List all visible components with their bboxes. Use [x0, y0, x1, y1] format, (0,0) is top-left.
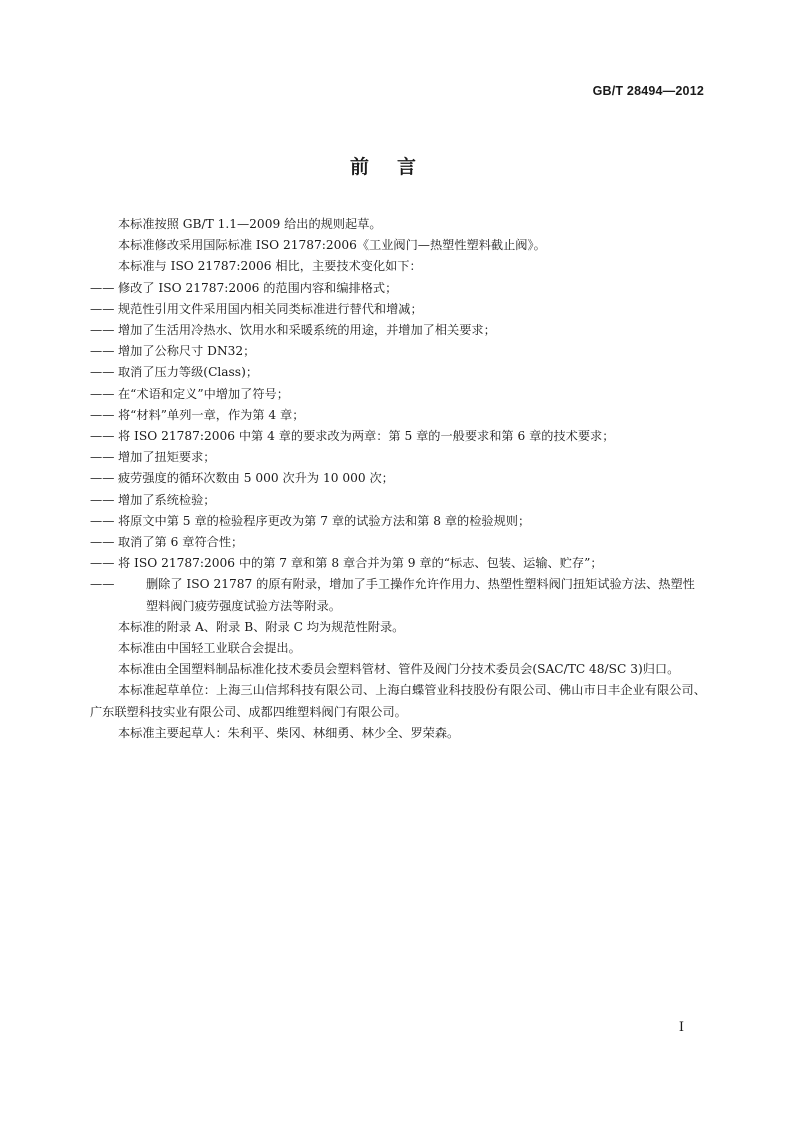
list-item-text: 删除了 ISO 21787 的原有附录，增加了手工操作允许作用力、热塑性塑料阀门扭矩试验方法、热塑性塑料阀门疲劳强度试验方法等附录。 — [146, 577, 695, 613]
dash-marker: —— — [90, 429, 115, 444]
list-item — [90, 553, 706, 574]
paragraph: 本标准修改采用国际标准 ISO 21787:2006《工业阀门—热塑性塑料截止阀》。 — [118, 238, 546, 253]
page-number: I — [678, 1020, 684, 1035]
dash-marker: —— — [90, 323, 115, 338]
list-item-text: 将 ISO 21787:2006 中第 4 章的要求改为两章：第 5 章的一般要求和第 6 章的技术要求； — [118, 429, 615, 444]
paragraph: 本标准起草单位：上海三山信邦科技有限公司、上海白蝶管业科技股份有限公司、佛山市日丰企业有限公司、广东联塑科技实业有限公司、成都四维塑料阀门有限公司。 — [90, 683, 706, 719]
list-item — [90, 511, 706, 532]
list-item-text: 将 ISO 21787:2006 中的第 7 章和第 8 章合并为第 9 章的“标志、包装、运输、贮存”； — [118, 556, 603, 571]
dash-marker: —— — [90, 492, 115, 507]
dash-marker: —— — [90, 556, 115, 571]
list-item-text: 增加了公称尺寸 DN32； — [118, 344, 256, 359]
list-item-text: 取消了第 6 章符合性； — [118, 535, 244, 550]
dash-marker: —— — [90, 365, 115, 380]
list-item — [90, 468, 706, 489]
list-item-text: 修改了 ISO 21787:2006 的范围内容和编排格式； — [118, 280, 398, 295]
dash-marker: —— — [90, 513, 115, 528]
list-item — [90, 532, 706, 553]
list-item — [90, 320, 706, 341]
paragraph: 本标准由中国轻工业联合会提出。 — [118, 641, 301, 656]
list-item-text: 将原文中第 5 章的检验程序更改为第 7 章的试验方法和第 8 章的检验规则； — [118, 513, 531, 528]
page-title: 前言 — [349, 156, 444, 178]
dash-marker: —— — [90, 407, 115, 422]
list-item — [90, 278, 706, 299]
list-item-text: 增加了扭矩要求； — [118, 450, 216, 465]
list-item — [90, 341, 706, 362]
list-item — [90, 299, 706, 320]
list-item-text: 将“材料”单列一章，作为第 4 章； — [118, 407, 305, 422]
dash-marker: —— — [90, 450, 115, 465]
paragraph: 本标准由全国塑料制品标准化技术委员会塑料管材、管件及阀门分技术委员会(SAC/TC 48/SC 3)归口。 — [118, 662, 680, 677]
standard-number: GB/T 28494—2012 — [592, 84, 704, 98]
list-item — [90, 384, 706, 405]
list-item-text: 增加了生活用冷热水、饮用水和采暖系统的用途，并增加了相关要求； — [118, 323, 496, 338]
paragraph: 本标准的附录 A、附录 B、附录 C 均为规范性附录。 — [118, 619, 405, 634]
foreword-body — [90, 214, 706, 744]
list-item — [90, 574, 706, 616]
dash-marker: —— — [90, 344, 115, 359]
dash-marker: —— — [90, 301, 115, 316]
list-item — [90, 447, 706, 468]
list-item-text: 规范性引用文件采用国内相关同类标准进行替代和增减； — [118, 301, 423, 316]
list-item-text: 疲劳强度的循环次数由 5 000 次升为 10 000 次； — [118, 471, 394, 486]
list-item — [90, 405, 706, 426]
list-item — [90, 426, 706, 447]
list-item — [90, 490, 706, 511]
list-item-text: 取消了压力等级(Class)； — [118, 365, 259, 380]
paragraph: 本标准按照 GB/T 1.1—2009 给出的规则起草。 — [118, 217, 382, 231]
list-item — [90, 362, 706, 383]
paragraph: 本标准主要起草人：朱利平、柴冈、林细勇、林少全、罗荣森。 — [118, 725, 460, 740]
paragraph: 本标准与 ISO 21787:2006 相比，主要技术变化如下： — [118, 259, 422, 274]
dash-marker: —— — [90, 535, 115, 550]
list-item-text: 在“术语和定义”中增加了符号； — [118, 386, 289, 401]
dash-marker: —— — [90, 386, 115, 401]
list-item-text: 增加了系统检验； — [118, 492, 216, 507]
dash-marker: —— — [90, 471, 115, 486]
dash-marker: —— — [90, 577, 115, 592]
dash-marker: —— — [90, 280, 115, 295]
